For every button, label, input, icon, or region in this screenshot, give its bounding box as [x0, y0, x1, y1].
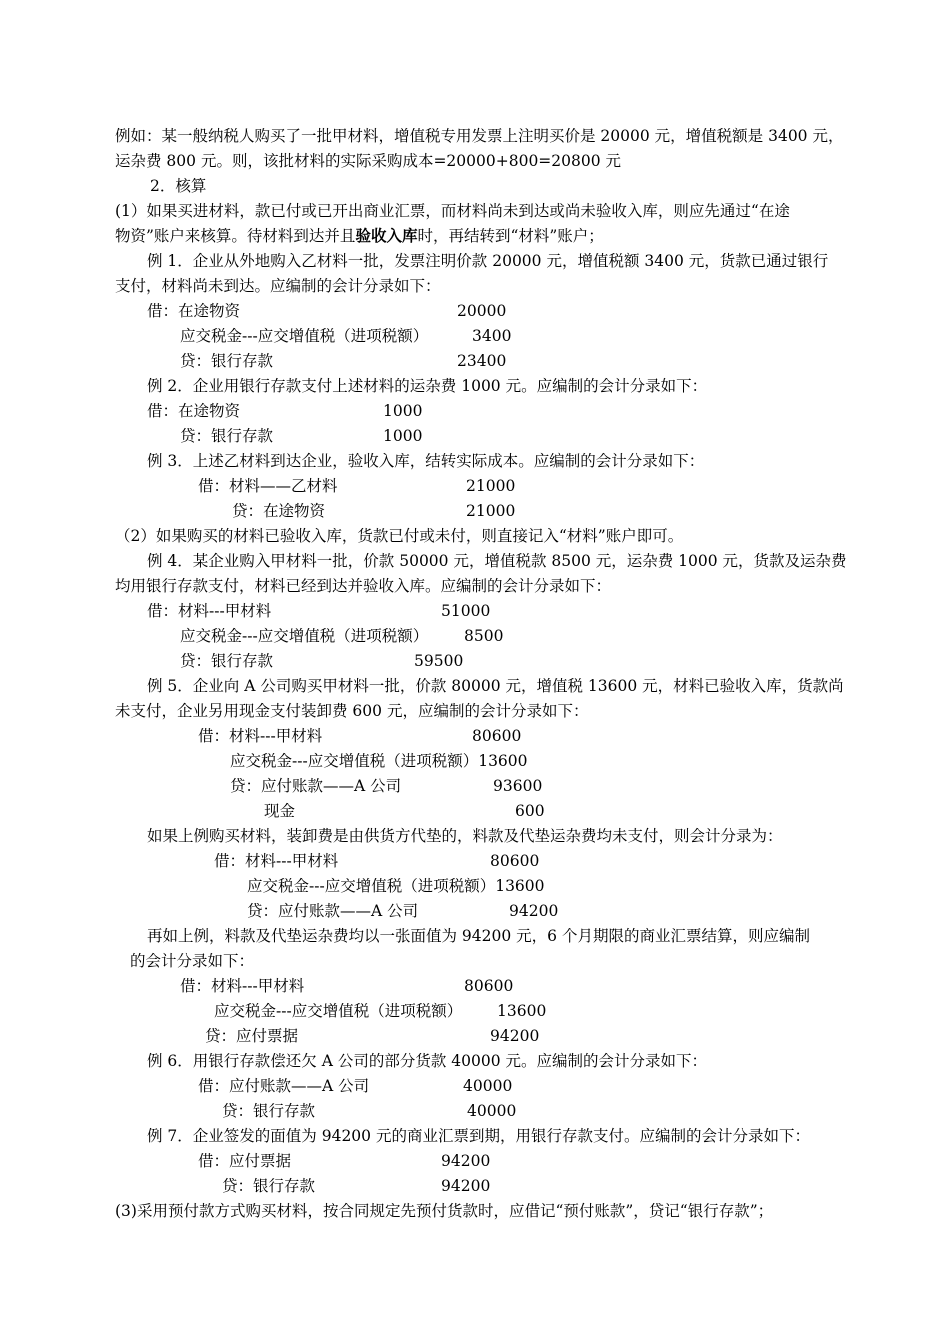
- journal-entry-account: 应交税金---应交增值税（进项税额）13600: [247, 877, 545, 895]
- journal-entry-amount: 93600: [493, 777, 543, 795]
- example-5-line-2: 未支付，企业另用现金支付装卸费 600 元，应编制的会计分录如下：: [115, 702, 589, 720]
- journal-entry-account: 借：应付票据: [198, 1152, 292, 1170]
- journal-entry-account: 借：在途物资: [147, 302, 241, 320]
- intro-line-1: 例如：某一般纳税人购买了一批甲材料，增值税专用发票上注明买价是 20000 元，增值税额是 3400 元，: [115, 127, 844, 145]
- journal-entry-amount: 20000: [457, 302, 507, 320]
- journal-entry-amount: 21000: [466, 477, 516, 495]
- journal-entry-account: 借：材料---甲材料: [180, 977, 305, 995]
- journal-entry-account: 贷：银行存款: [222, 1177, 316, 1195]
- paragraph-3-line-1: (3)采用预付款方式购买材料，按合同规定先预付货款时，应借记“预付账款”，贷记“银行存款”；: [115, 1202, 774, 1220]
- bold-term: 验收入库: [355, 226, 418, 245]
- journal-entry-amount: 80600: [490, 852, 540, 870]
- intro-line-2: 运杂费 800 元。则，该批材料的实际采购成本=20000+800=20800 元: [115, 152, 622, 170]
- section-heading: 2．核算: [150, 177, 207, 195]
- journal-entry-account: 借：材料——乙材料: [198, 477, 338, 495]
- journal-entry-account: 借：在途物资: [147, 402, 241, 420]
- journal-entry-account: 贷：银行存款: [180, 652, 274, 670]
- journal-entry-amount: 40000: [463, 1077, 513, 1095]
- journal-entry-account: 贷：银行存款: [180, 352, 274, 370]
- journal-entry-amount: 80600: [464, 977, 514, 995]
- journal-entry-amount: 21000: [466, 502, 516, 520]
- journal-entry-amount: 1000: [383, 427, 423, 445]
- journal-entry-amount: 94200: [441, 1177, 491, 1195]
- journal-entry-account: 应交税金---应交增值税（进项税额）: [214, 1002, 463, 1020]
- journal-entry-amount: 94200: [490, 1027, 540, 1045]
- journal-entry-amount: 1000: [383, 402, 423, 420]
- journal-entry-account: 贷：银行存款: [180, 427, 274, 445]
- journal-entry-amount: 94200: [441, 1152, 491, 1170]
- journal-entry-amount: 23400: [457, 352, 507, 370]
- example-1-line-2: 支付，材料尚未到达。应编制的会计分录如下：: [115, 277, 441, 295]
- journal-entry-account: 现金: [264, 802, 296, 820]
- example-7-line-1: 例 7．企业签发的面值为 94200 元的商业汇票到期，用银行存款支付。应编制的会计分录如下：: [147, 1127, 810, 1145]
- journal-entry-amount: 40000: [467, 1102, 517, 1120]
- journal-entry-account: 贷：应付票据: [205, 1027, 299, 1045]
- journal-entry-amount: 51000: [441, 602, 491, 620]
- example-5c-line-1: 再如上例，料款及代垫运杂费均以一张面值为 94200 元，6 个月期限的商业汇票结算，则应编制: [147, 927, 810, 945]
- example-4-line-2: 均用银行存款支付，材料已经到达并验收入库。应编制的会计分录如下：: [115, 577, 612, 595]
- journal-entry-account: 借：应付账款——A 公司: [198, 1077, 370, 1095]
- journal-entry-account: 借：材料---甲材料: [214, 852, 339, 870]
- journal-entry-account: 贷：应付账款——A 公司: [230, 777, 402, 795]
- journal-entry-account: 借：材料---甲材料: [147, 602, 272, 620]
- example-6-line-1: 例 6．用银行存款偿还欠 A 公司的部分货款 40000 元。应编制的会计分录如下：: [147, 1052, 708, 1070]
- journal-entry-amount: 80600: [472, 727, 522, 745]
- journal-entry-account: 应交税金---应交增值税（进项税额）: [180, 627, 429, 645]
- journal-entry-amount: 600: [515, 802, 545, 820]
- example-3-line-1: 例 3．上述乙材料到达企业，验收入库，结转实际成本。应编制的会计分录如下：: [147, 452, 705, 470]
- paragraph-1-line-2: 物资”账户来核算。待材料到达并且验收入库时，再结转到“材料”账户；: [115, 226, 604, 245]
- journal-entry-amount: 94200: [509, 902, 559, 920]
- journal-entry-amount: 13600: [497, 1002, 547, 1020]
- paragraph-2-line-1: （2）如果购买的材料已验收入库，货款已付或未付，则直接记入“材料”账户即可。: [115, 527, 684, 545]
- journal-entry-amount: 8500: [464, 627, 504, 645]
- journal-entry-account: 贷：应付账款——A 公司: [247, 902, 419, 920]
- example-4-line-1: 例 4．某企业购入甲材料一批，价款 50000 元，增值税款 8500 元，运杂费 1000 元，货款及运杂费: [147, 552, 847, 570]
- paragraph-1-line-1: (1）如果买进材料，款已付或已开出商业汇票，而材料尚未到达或尚未验收入库，则应先通过“在途: [115, 202, 790, 220]
- journal-entry-account: 应交税金---应交增值税（进项税额）13600: [230, 752, 528, 770]
- journal-entry-account: 贷：银行存款: [222, 1102, 316, 1120]
- journal-entry-account: 借：材料---甲材料: [198, 727, 323, 745]
- example-2-line-1: 例 2．企业用银行存款支付上述材料的运杂费 1000 元。应编制的会计分录如下：: [147, 377, 708, 395]
- example-1-line-1: 例 1．企业从外地购入乙材料一批，发票注明价款 20000 元，增值税额 3400 元，货款已通过银行: [147, 252, 829, 270]
- journal-entry-amount: 3400: [472, 327, 512, 345]
- example-5c-line-2: 的会计分录如下：: [130, 952, 255, 970]
- journal-entry-amount: 59500: [414, 652, 464, 670]
- example-5-line-1: 例 5．企业向 A 公司购买甲材料一批，价款 80000 元，增值税 13600 元，材料已验收入库，货款尚: [147, 677, 844, 695]
- journal-entry-account: 贷：在途物资: [232, 502, 326, 520]
- example-5b-line-1: 如果上例购买材料，装卸费是由供货方代垫的，料款及代垫运杂费均未支付，则会计分录为：: [147, 827, 783, 845]
- journal-entry-account: 应交税金---应交增值税（进项税额）: [180, 327, 429, 345]
